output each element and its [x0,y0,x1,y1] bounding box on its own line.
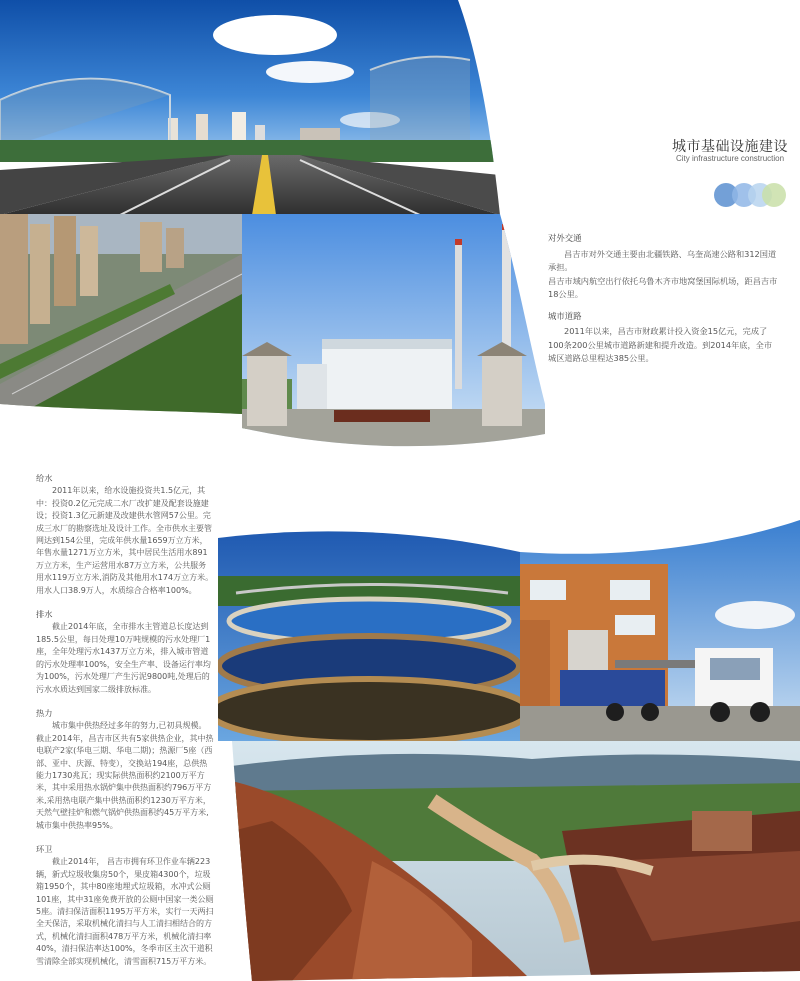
section-external-transport [548,232,778,302]
page-subtitle: City infrastructure construction [676,154,785,163]
section-heading: 排水 [36,609,53,620]
power-plant-photo [242,214,545,452]
section-paragraph: 城市集中供热经过多年的努力,已初具规模。截止2014年，昌吉市区共有5家供热企业，其中热电联产2家(华电三期、华电二期)；热源厂5座（西部、亚中、庆源、特变），交换站194座，总供热能力1730兆瓦；现实际供热面积约2100万平方米，其中采用热水锅炉集中供热面积约796万平方米,采用热电联产集中供热面积约1230万平方米，天然气壁挂炉和燃气锅炉供热面积约45万平方米,城市集中供热率95%。 [36,721,214,830]
section-sanitation [36,843,214,968]
section-paragraph: 2011年以来，昌吉市财政累计投入资金15亿元，完成了100条200公里城市道路新建和提升改造。到2014年底，全市城区道路总里程达385公里。 [548,326,773,363]
section-paragraph: 截止2014年底，全市排水主管道总长度达到185.5公里，每日处理10万吨规模的污水处理厂1座，全年处理污水1437万立方米，排入城市管道的污水处理率100%，安全生产率、设备运行率均为100%，污水处理厂产生污泥9800吨,处理后的污水水质达到国家二级排放标准。 [36,622,211,694]
section-paragraph: 2011年以来，给水设施投资共1.5亿元，其中：投资0.2亿元完成二水厂改扩建及配套设施建设；投资1.3亿元新建及改建供水管网57公里。完成三水厂的勘察选址及设计工作。全市供水主要管网达到154公里，完成年供水量1659万立方米，年售水量1271万立方米，其中居民生活用水891万立方米，生产运营用水87万立方米，公共服务用水119万立方米,消防及其他用水174万立方米。用水人口38.9万人，水质综合合格率100%。 [36,486,214,595]
section-heating [36,707,214,832]
section-heading: 环卫 [36,843,53,854]
page-title: 城市基础设施建设 [672,139,788,155]
section-water-supply [36,472,214,597]
section-paragraph: 昌吉市对外交通主要由北疆铁路、乌奎高速公路和312国道承担。 [548,248,777,272]
section-heading: 给水 [36,473,53,483]
highway-photo [0,0,500,215]
sewage-plant-photo [218,526,520,741]
aerial-city-photo [0,214,242,414]
decorative-circles [712,180,792,210]
section-drainage [36,608,214,696]
section-heading: 城市道路 [548,310,582,321]
section-city-roads [548,310,778,366]
left-text-column [36,472,214,979]
section-paragraph: 截止2014年， 昌吉市拥有环卫作业车辆223辆，新式垃圾收集房50个，果皮箱4300个，垃圾箱1950个，其中80座地埋式垃圾箱，水冲式公厕101座，其中31座免费开放的公厕中国家一类公厕5座。清扫保洁面积1195万平方米，实行一天两扫全天保洁，采取机械化清扫与人工清扫相结合的方式，机械化清扫面积478万平方米，机械化清扫率40%，清扫保洁率达100%，冬季市区主次干道积雪清除全部实现机械化，清雪面积715万平方米。 [36,857,214,966]
section-heading: 热力 [36,707,53,718]
section-heading: 对外交通 [548,233,582,243]
right-text-column [548,232,778,374]
section-paragraph: 昌吉市域内航空出行依托乌鲁木齐市地窝堡国际机场，距昌吉市18公里。 [548,275,778,299]
sanitation-truck-photo [520,520,800,741]
canyon-landscape-photo [232,741,800,981]
